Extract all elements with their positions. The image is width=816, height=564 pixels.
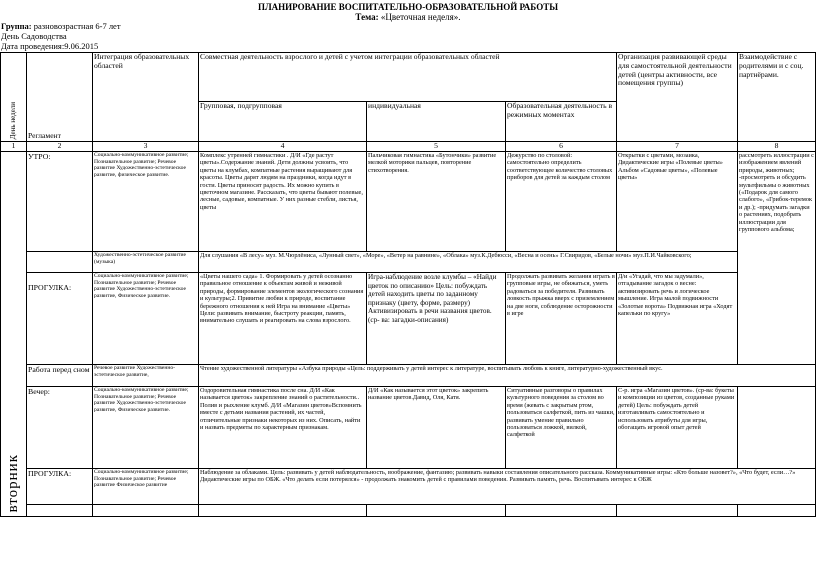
walk-integration: Социально-коммуникативное развитие; Познавательное развитие; Речевое развитие Художественно-эстетическое развитие, Физическое развитие.: [93, 273, 199, 365]
col-number: 1: [1, 142, 27, 152]
morning-individual: Пальчиковая гимнастика «Бутончики» развитие мелкой моторики пальцев, повторение стихотворения.: [367, 152, 506, 252]
empty-cell: [199, 505, 367, 517]
walk2-row: [1, 469, 816, 505]
evening-label: Вечер:: [27, 387, 93, 469]
day-week-header: День недели: [1, 53, 27, 142]
music-integration: Художественно-эстетическое развитие (музыка): [93, 252, 199, 273]
evening-regime: Ситуативные разговоры о правилах культурного поведения за столом во время (жевать с закрытым ртом, пользоваться салфеткой, пить из чашки, развивать умение правильно пользоваться ложкой, вилкой, салфеткой: [506, 387, 617, 469]
regime-subheader: Образовательная деятельность в режимных моментах: [506, 102, 617, 142]
col-number: 5: [367, 142, 506, 152]
empty-cell: [367, 505, 506, 517]
number-row: [1, 142, 816, 152]
empty-cell: [27, 505, 93, 517]
col-number: 2: [27, 142, 93, 152]
parents-cell: рассмотреть иллюстрации с изображением явлений природы, животных; -просмотреть и обсудить мультфильмы о животных («Подарок для самого слабого», «Грибок-теремок и др.); -придумать загадки о растениях, подобрать иллюстрации для группового альбома;: [738, 152, 816, 365]
morning-regime: Дежурство по столовой: самостоятельно определить соответствующее количество столовых приборов для детей за каждым столом: [506, 152, 617, 252]
day-name: вторник: [4, 453, 21, 512]
evening-integration: Социально-коммуникативное развитие; Познавательное развитие; Речевое развитие Художественно-эстетическое развитие, Физическое развитие.: [93, 387, 199, 469]
empty-row: [1, 505, 816, 517]
morning-group: Комплекс утренней гимнастики . Д/И «Где растут цветы».Содержание знаний. Дети должны усвоить, что цветы на клумбах, компатные растения выращивают для красоты. Цветы дарят людям на праздники, когда идут в гости. Цветы приносят радость. Их можно купить в цветочном магазине. Рассказать, что цветы бывают полевые, лесные, садовые, компатные. У них разные стебли, листья, цветы: [199, 152, 367, 252]
walk-individual: Игра-наблюдение возле клумбы – «Найди цветок по описанию» Цель: побуждать детей находить цветы по заданному признаку (цвету, форме, размеру) Активизировать в речи названия цветов. (ср- ва: загадки-описания): [367, 273, 506, 365]
col-number: 7: [617, 142, 738, 152]
empty-cell: [93, 505, 199, 517]
walk-group: «Цветы нашего сада» 1. Формировать у детей осознанно правильное отношение к объектам живой и неживой природы, формирование элементов экологического сознания и культуры;2. Привитие любви к природе, воспитание бережного отношения к ней Игра на внимание «Цветы» Цели: развивать внимание, быстроту реакции, память, внимательно слушать и реагировать на слова взрослого.: [199, 273, 367, 365]
evening-environment: С-р. игра «Магазин цветов». (ср-ва: букеты и композиции из цветов, созданные руками детей) Цель: побуждать детей изготавливать самостоятельно и использовать атрибуты для игры, обогащать игровой опыт детей: [617, 387, 738, 469]
before-sleep-text: Чтение художественной литературы «Азбука природы «Цель: поддерживать у детей интерес к литературе, воспитывать любовь к книге, литературно-художественный вкус.: [199, 365, 816, 387]
environment-header: Организация развивающей среды для самостоятельной деятельности детей (центры активности, все помещения группы): [617, 53, 738, 142]
evening-parents-empty: [738, 387, 816, 469]
before-sleep-label: Работа перед сном: [27, 365, 93, 387]
group-label: Группа:: [1, 21, 32, 31]
evening-row: [1, 387, 816, 469]
empty-cell: [506, 505, 617, 517]
theme-label: Тема:: [355, 12, 379, 22]
walk2-integration: Социально-коммуникативное развитие; Познавательное развитие; Речевое развитие Физическое развитие: [93, 469, 199, 505]
before-sleep-row: [1, 365, 816, 387]
empty-cell: [738, 505, 816, 517]
walk-label: ПРОГУЛКА:: [27, 273, 93, 365]
walk-regime: Продолжать развивать желания играть в групповые игры, не обижаться, уметь радоваться за победителя. Развивать ловкость прыжка вверх с приземлением на две ноги, соблюдение осторожности в игре: [506, 273, 617, 365]
theme-value: «Цветочная неделя».: [380, 12, 461, 22]
morning-integration: Социально-коммуникативное развитие; Познавательное развитие; Речевое развитие Художественно-эстетическое развитие, физическое развитие.: [93, 152, 199, 252]
music-label-empty: [27, 252, 93, 273]
regulation-header: Регламент: [27, 53, 93, 142]
theme-line: [0, 12, 816, 22]
joint-activity-header: Совместная деятельность взрослого и детей с учетом интеграции образовательных областей: [199, 53, 617, 102]
music-text: Для слушания «В лесу» муз. М.Чюрлёниса, «Лунный свет», «Море», «Ветер на равнине», «Облака» муз.К.Дебюсси, «Весна и осень» Г.Свиридов, «Белые ночи» муз.П.И.Чайковского;: [199, 252, 738, 273]
group-line: [1, 21, 121, 31]
col-number: 3: [93, 142, 199, 152]
walk2-text: Наблюдение за облаками. Цель: развивать у детей наблюдательность, воображение, фантазию; развивать навыки составления описательного рассказа. Коммуникативные игры: «Кто больше назовет?», «Что будет, если…?» Дидактические игры по ОБЖ. «Что делать если потерялся» - продолжать знакомить детей с правилами поведения. Развивать память, речь. Воспитывать интерес к ОБЖ: [199, 469, 816, 505]
morning-row: [1, 152, 816, 252]
page-title: ПЛАНИРОВАНИЕ ВОСПИТАТЕЛЬНО-ОБРАЗОВАТЕЛЬНОЙ РАБОТЫ: [257, 2, 559, 12]
morning-label: УТРО:: [27, 152, 93, 252]
header-row: [1, 53, 816, 102]
evening-group: Оздоровительная гимнастика после сна. Д/И «Как называется цветок» закрепление знаний о растительности.. Полив и рыхление клумб. Д/И «Магазин цветов»Вспомнить вместе с детьми названия растений, их частей, отличительные признаки некоторых из них. Описать, найти и назвать предметы по характерным признакам.: [199, 387, 367, 469]
date-line: Дата проведения:9.06.2015: [1, 41, 99, 51]
group-value: разновозрастная 6-7 лет: [31, 21, 121, 31]
music-row: [1, 252, 816, 273]
day-name-cell: [1, 152, 27, 517]
col-number: 4: [199, 142, 367, 152]
day-line: День Садоводства: [1, 31, 67, 41]
integration-header: Интеграция образовательных областей: [93, 53, 199, 142]
evening-individual: Д/И «Как называется этот цветок» закрепить название цветов.Давид, Оля, Катя.: [367, 387, 506, 469]
before-sleep-integration: Речевое развитие Художественно-эстетическое развитие,: [93, 365, 199, 387]
col-number: 8: [738, 142, 816, 152]
col-number: 6: [506, 142, 617, 152]
parents-header: Взаимодействие с родителями и с соц. партнёрами.: [738, 53, 816, 142]
individual-subheader: индивидуальная: [367, 102, 506, 142]
group-subheader: Групповая, подгрупповая: [199, 102, 367, 142]
walk2-label: ПРОГУЛКА:: [27, 469, 93, 505]
empty-cell: [617, 505, 738, 517]
morning-environment: Открытки с цветами, мозаика, Дидактические игры «Полевые цветы» Альбом «Садовые цветы», «Полевые цветы»: [617, 152, 738, 252]
walk-environment: Д/и «Угадай, что мы задумали», отгадывание загадок о весне: активизировать речь и логическое мышление. Игра малой подвижности «Золотые ворота» Подвижная игра «Ходят капельки по кругу»: [617, 273, 738, 365]
walk-row: [1, 273, 816, 365]
plan-table: [0, 52, 816, 517]
